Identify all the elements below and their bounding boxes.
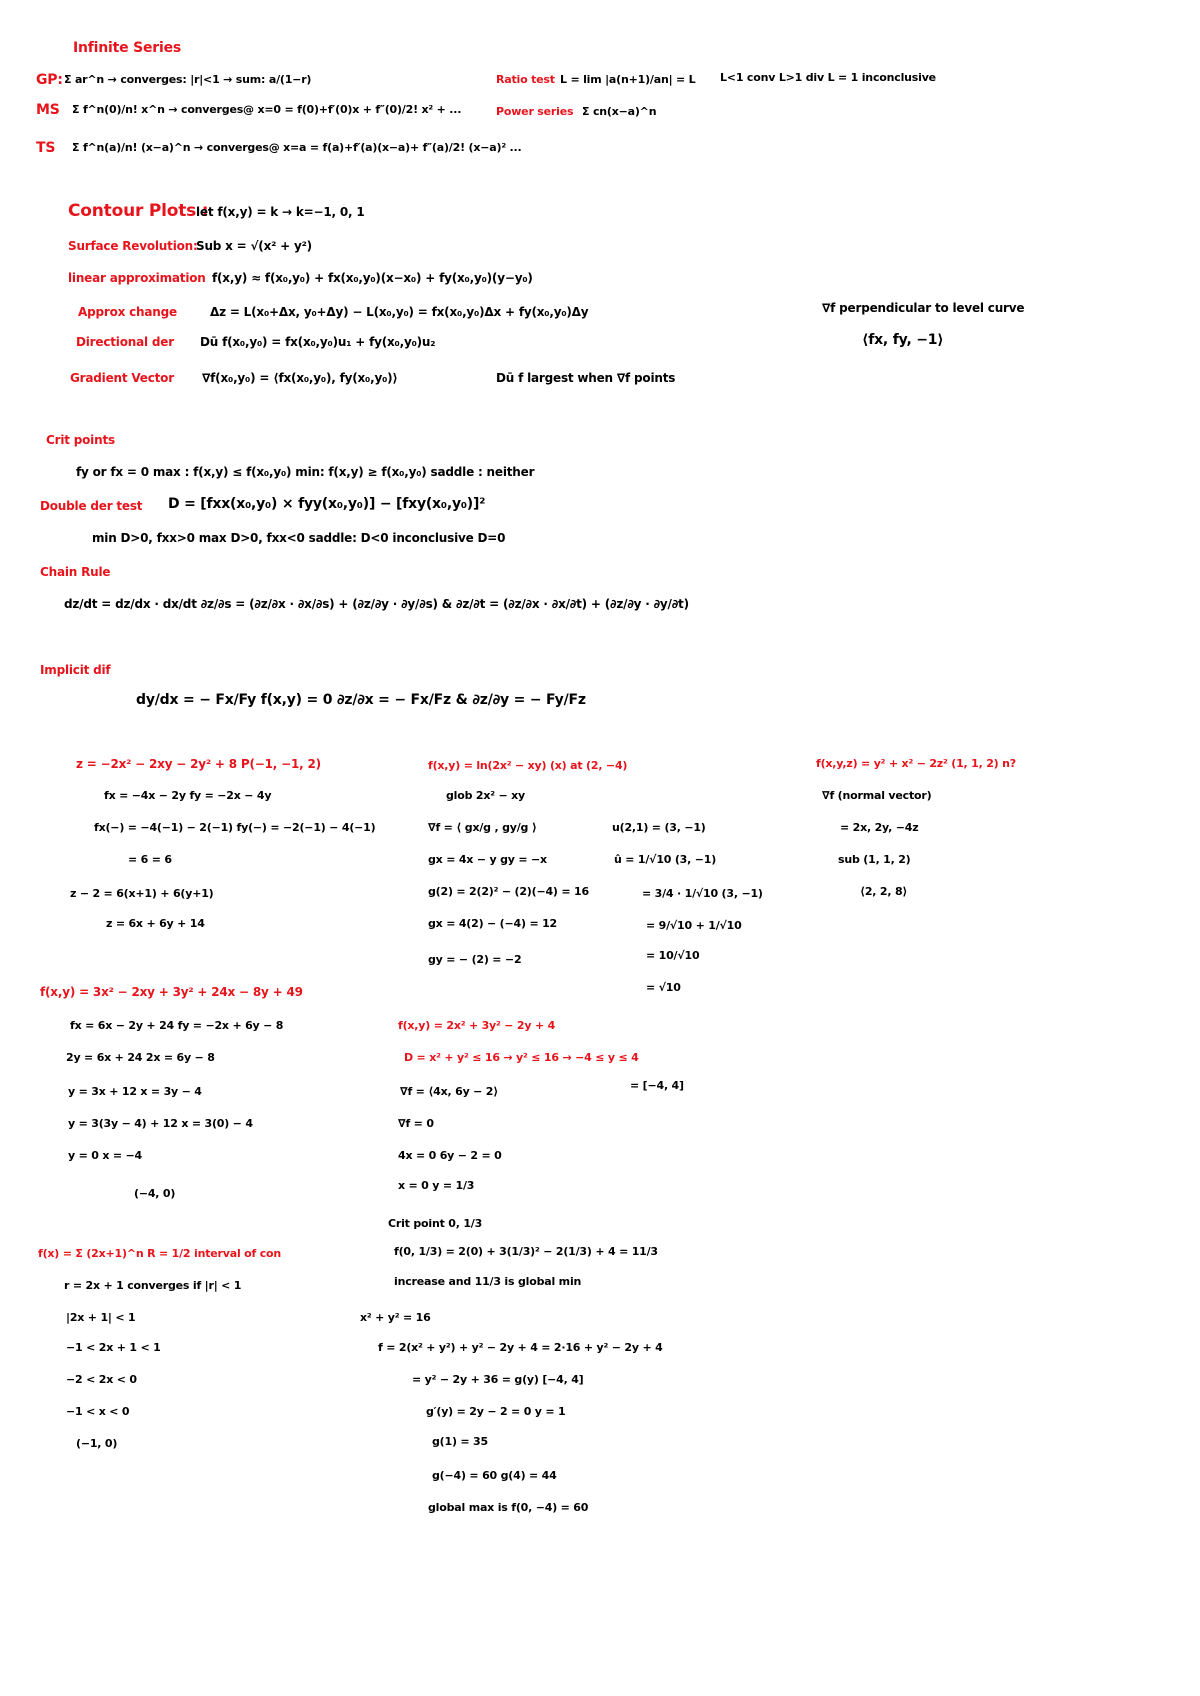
ex6-line: −1 < x < 0	[66, 1405, 130, 1418]
ex5-interval: = [−4, 4]	[630, 1079, 684, 1092]
ex1-title: z = −2x² − 2xy − 2y² + 8 P(−1, −1, 2)	[76, 757, 321, 771]
ex2-title: f(x,y) = ln(2x² − xy) (x) at (2, −4)	[428, 759, 628, 772]
ex5-line: x = 0 y = 1/3	[398, 1179, 475, 1192]
ex5-line: global max is f(0, −4) = 60	[428, 1501, 589, 1514]
ex2-line: glob 2x² − xy	[446, 789, 526, 802]
ms-label: MS	[36, 102, 60, 118]
ex2-right: = 3/4 · 1/√10 (3, −1)	[642, 887, 763, 900]
ex5-line: g′(y) = 2y − 2 = 0 y = 1	[426, 1405, 566, 1418]
ex2-line: gy = − (2) = −2	[428, 953, 522, 966]
gp-label: GP:	[36, 72, 63, 88]
ex1-line: z − 2 = 6(x+1) + 6(y+1)	[70, 887, 214, 900]
ex5-line: g(−4) = 60 g(4) = 44	[432, 1469, 557, 1482]
ex2-line: gx = 4(2) − (−4) = 12	[428, 917, 557, 930]
ex4-line: 2y = 6x + 24 2x = 6y − 8	[66, 1051, 215, 1064]
ex4-line: y = 3(3y − 4) + 12 x = 3(0) − 4	[68, 1117, 253, 1130]
perpendicular-vector: ⟨fx, fy, −1⟩	[862, 332, 944, 348]
ex3-line: sub (1, 1, 2)	[838, 853, 911, 866]
ratio-test-cases: L<1 conv L>1 div L = 1 inconclusive	[720, 71, 936, 84]
linear-text: f(x,y) ≈ f(x₀,y₀) + fx(x₀,y₀)(x−x₀) + fy(x₀,y₀)(y−y₀)	[212, 271, 533, 285]
ex2-line: gx = 4x − y gy = −x	[428, 853, 547, 866]
power-series-formula: Σ cn(x−a)^n	[582, 105, 657, 118]
power-series-label: Power series	[496, 105, 574, 118]
ex2-right: = 9/√10 + 1/√10	[646, 919, 742, 932]
ex1-line: fx = −4x − 2y fy = −2x − 4y	[104, 789, 272, 802]
double-der-text: D = [fxx(x₀,y₀) × fyy(x₀,y₀)] − [fxy(x₀,y₀)]²	[168, 496, 486, 512]
ex4-line: (−4, 0)	[134, 1187, 176, 1200]
ex2-right: = √10	[646, 981, 681, 994]
perpendicular-text: ∇f perpendicular to level curve	[822, 301, 1025, 315]
ex5-line: 4x = 0 6y − 2 = 0	[398, 1149, 502, 1162]
ex1-line: fx(−) = −4(−1) − 2(−1) fy(−) = −2(−1) − 4(−1)	[94, 821, 376, 834]
ex6-line: −1 < 2x + 1 < 1	[66, 1341, 161, 1354]
ex2-right: û = 1/√10 (3, −1)	[614, 853, 717, 866]
ex1-line: z = 6x + 6y + 14	[106, 917, 205, 930]
ex4-line: y = 0 x = −4	[68, 1149, 142, 1162]
ex5-line: x² + y² = 16	[360, 1311, 431, 1324]
gradient-label: Gradient Vector	[70, 371, 174, 385]
implicit-text: dy/dx = − Fx/Fy f(x,y) = 0 ∂z/∂x = − Fx/Fz & ∂z/∂y = − Fy/Fz	[136, 692, 586, 708]
ex5-line: ∇f = ⟨4x, 6y − 2⟩	[400, 1085, 499, 1098]
ex2-line: ∇f = ⟨ gx/g , gy/g ⟩	[428, 821, 537, 834]
ex5-line: Crit point 0, 1/3	[388, 1217, 483, 1230]
ex6-title: f(x) = Σ (2x+1)^n R = 1/2 interval of con	[38, 1247, 282, 1260]
ex3-line: = 2x, 2y, −4z	[840, 821, 919, 834]
chain-rule-label: Chain Rule	[40, 565, 111, 579]
double-der-cases: min D>0, fxx>0 max D>0, fxx<0 saddle: D<0 inconclusive D=0	[92, 531, 506, 545]
ex5-line: ∇f = 0	[398, 1117, 434, 1130]
double-der-label: Double der test	[40, 499, 143, 513]
ex6-line: −2 < 2x < 0	[66, 1373, 137, 1386]
ex6-line: |2x + 1| < 1	[66, 1311, 136, 1324]
directional-text: Dū f(x₀,y₀) = fx(x₀,y₀)u₁ + fy(x₀,y₀)u₂	[200, 335, 436, 349]
surface-label: Surface Revolution:	[68, 239, 198, 253]
ex6-line: r = 2x + 1 converges if |r| < 1	[64, 1279, 242, 1292]
ex5-line: = y² − 2y + 36 = g(y) [−4, 4]	[412, 1373, 584, 1386]
ex5-domain: D = x² + y² ≤ 16 → y² ≤ 16 → −4 ≤ y ≤ 4	[404, 1051, 639, 1064]
linear-label: linear approximation	[68, 271, 206, 285]
series-title: Infinite Series	[73, 40, 182, 56]
crit-label: Crit points	[46, 433, 115, 447]
surface-text: Sub x = √(x² + y²)	[196, 239, 312, 253]
ex4-line: y = 3x + 12 x = 3y − 4	[68, 1085, 202, 1098]
ex4-title: f(x,y) = 3x² − 2xy + 3y² + 24x − 8y + 49	[40, 985, 303, 999]
gradient-text: ∇f(x₀,y₀) = ⟨fx(x₀,y₀), fy(x₀,y₀)⟩	[202, 371, 398, 385]
ratio-test-formula: L = lim |a(n+1)/an| = L	[560, 73, 696, 86]
ex4-line: fx = 6x − 2y + 24 fy = −2x + 6y − 8	[70, 1019, 284, 1032]
ex3-line: ⟨2, 2, 8⟩	[860, 885, 908, 898]
approx-text: Δz = L(x₀+Δx, y₀+Δy) − L(x₀,y₀) = fx(x₀,y₀)Δx + fy(x₀,y₀)Δy	[210, 305, 589, 319]
ms-formula: Σ f^n(0)/n! x^n → converges@ x=0 = f(0)+f′(0)x + f″(0)/2! x² + ...	[72, 103, 462, 116]
ex3-title: f(x,y,z) = y² + x² − 2z² (1, 1, 2) n?	[816, 757, 1016, 770]
approx-label: Approx change	[78, 305, 177, 319]
ex6-line: (−1, 0)	[76, 1437, 118, 1450]
ex5-line: increase and 11/3 is global min	[394, 1275, 582, 1288]
ex5-line: g(1) = 35	[432, 1435, 488, 1448]
crit-text: fy or fx = 0 max : f(x,y) ≤ f(x₀,y₀) min: f(x,y) ≥ f(x₀,y₀) saddle : neither	[76, 465, 535, 479]
directional-label: Directional der	[76, 335, 174, 349]
ex3-line: ∇f (normal vector)	[822, 789, 932, 802]
chain-rule-text: dz/dt = dz/dx · dx/dt ∂z/∂s = (∂z/∂x · ∂x/∂s) + (∂z/∂y · ∂y/∂s) & ∂z/∂t = (∂z/∂x · ∂x/∂t) + (∂z/∂y · ∂y/∂t)	[64, 597, 689, 611]
ratio-test-label: Ratio test	[496, 73, 555, 86]
ex2-right: u(2,1) = (3, −1)	[612, 821, 706, 834]
ex2-right: = 10/√10	[646, 949, 700, 962]
implicit-label: Implicit dif	[40, 663, 111, 677]
ex5-line: f = 2(x² + y²) + y² − 2y + 4 = 2·16 + y² − 2y + 4	[378, 1341, 663, 1354]
gradient-note: Dū f largest when ∇f points	[496, 371, 676, 385]
ex1-line: = 6 = 6	[128, 853, 172, 866]
ts-formula: Σ f^n(a)/n! (x−a)^n → converges@ x=a = f(a)+f′(a)(x−a)+ f″(a)/2! (x−a)² ...	[72, 141, 522, 154]
contour-text: let f(x,y) = k → k=−1, 0, 1	[196, 205, 365, 219]
gp-formula: Σ ar^n → converges: |r|<1 → sum: a/(1−r)	[64, 73, 312, 86]
ex2-line: g(2) = 2(2)² − (2)(−4) = 16	[428, 885, 589, 898]
ex5-line: f(0, 1/3) = 2(0) + 3(1/3)² − 2(1/3) + 4 = 11/3	[394, 1245, 658, 1258]
ts-label: TS	[36, 140, 56, 156]
contour-label: Contour Plots :	[68, 201, 209, 221]
ex5-title: f(x,y) = 2x² + 3y² − 2y + 4	[398, 1019, 556, 1032]
